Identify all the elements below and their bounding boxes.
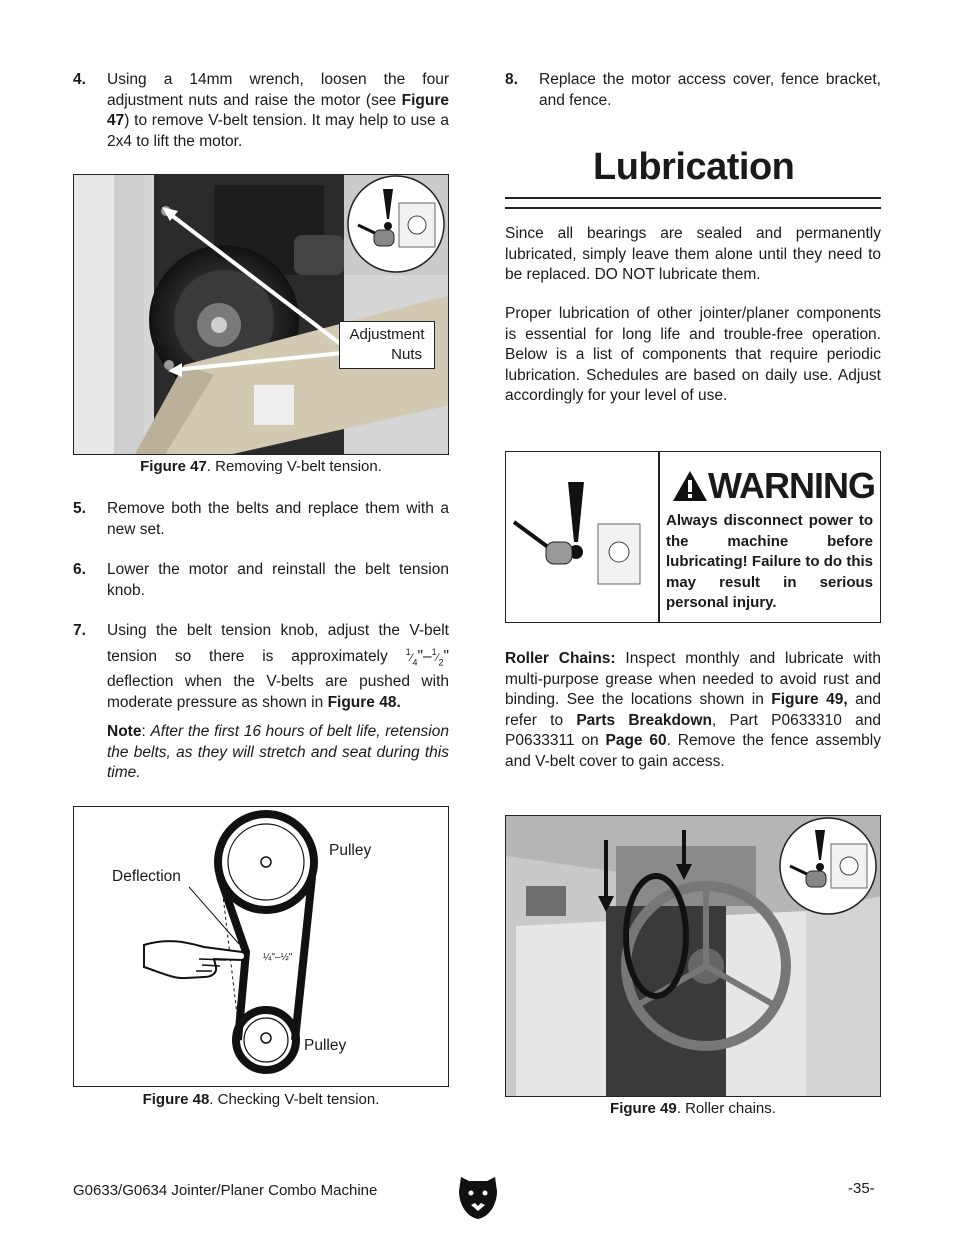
section-title: Lubrication — [593, 146, 795, 188]
roller-chain-photo — [506, 816, 881, 1097]
step-number: 8. — [505, 71, 518, 88]
figure-47 — [73, 174, 449, 455]
page-reference: Page 60 — [605, 732, 667, 749]
label-pulley-bottom: Pulley — [304, 1037, 347, 1054]
fraction-num: 1 — [431, 646, 437, 657]
step-text: ) to remove V-belt tension. It may help to use a 2x4 to lift the motor. — [107, 112, 449, 150]
label-deflection: Deflection — [112, 868, 181, 885]
figure-reference: Figure 47 — [107, 91, 449, 129]
warning-triangle-icon — [672, 470, 708, 502]
caption-label: Figure 48 — [142, 1091, 210, 1108]
figure-47-caption — [73, 458, 449, 475]
step-number: 4. — [73, 71, 86, 88]
step-4 — [73, 70, 449, 152]
figure-reference: Figure 49, — [771, 691, 848, 708]
figure-49-caption — [505, 1100, 881, 1117]
step-5 — [73, 499, 449, 540]
figure-49 — [505, 815, 881, 1097]
roller-text: Inspect monthly and lubricate with multi-purpose grease when needed to avoid rust and binding. See the locations shown in — [505, 650, 881, 708]
roller-text: and refer to — [505, 691, 882, 729]
footer-model: G0633/G0634 Jointer/Planer Combo Machine — [73, 1182, 378, 1199]
label-measurement: ¼"–½" — [263, 952, 293, 963]
step-number: 5. — [73, 500, 86, 517]
warning-heading — [672, 466, 875, 506]
step-text: Remove both the belts and replace them with a new set. — [107, 500, 449, 538]
caption-label: Figure 47 — [140, 458, 207, 475]
parts-reference: Parts Breakdown — [576, 711, 712, 729]
page-number: -35- — [848, 1180, 875, 1197]
warning-text: Always disconnect power to the machine before lubricating! Failure to do this may result in serious personal injury. — [666, 512, 873, 611]
paragraph-bearings: Since all bearings are sealed and permanently lubricated, simply leave them alone until they need to be replaced. DO NOT lubricate them. — [505, 225, 881, 283]
caption-label: Figure 49 — [610, 1100, 677, 1117]
belt-diagram — [74, 807, 449, 1087]
figure-48-caption — [73, 1091, 449, 1108]
warning-box — [505, 451, 881, 623]
label-pulley-top: Pulley — [329, 842, 372, 859]
step-text: Replace the motor access cover, fence bracket, and fence. — [539, 71, 881, 109]
note-text: After the first 16 hours of belt life, retension the belts, as they will stretch and seat during this time. — [107, 723, 449, 781]
step-text: Using a 14mm wrench, loosen the four adjustment nuts and raise the motor (see — [107, 71, 449, 109]
figure-48 — [73, 806, 449, 1087]
note — [107, 722, 449, 784]
step-number: 7. — [73, 622, 86, 639]
bear-logo-icon — [457, 1173, 499, 1221]
callout-adjustment-nuts — [339, 321, 435, 369]
fraction-num: 1 — [405, 646, 411, 657]
callout-line-2: Nuts — [391, 346, 422, 363]
title-rule — [505, 207, 881, 209]
fraction-dash: "– — [417, 647, 432, 665]
step-text: Using the belt tension knob, adjust the V-belt tension so there is approximately — [107, 622, 449, 665]
title-rule — [505, 197, 881, 199]
step-7: 7. Using the belt tension knob, adjust the V-belt tension so there is approximately $^1⁄_4"-^1⁄_2$" deflection when the V-belts are pushed with moderate pressure as shown in Figure 48. — [73, 622, 449, 711]
step-number: 6. — [73, 561, 86, 578]
step-6 — [73, 560, 449, 601]
roller-text: . Remove the fence assembly and V-belt cover to gain access. — [505, 732, 881, 770]
note-colon: : — [141, 723, 151, 740]
step-8 — [505, 70, 881, 111]
paragraph-lubrication: Proper lubrication of other jointer/planer components is essential for long life and trouble-free operation. Below is a list of components that require periodic lubrication. Schedules are based on daily use. Adjust accordingly for your level of use. — [505, 305, 881, 404]
roller-label: Roller Chains: — [505, 650, 616, 667]
caption-text: . Checking V-belt tension. — [209, 1091, 380, 1108]
fraction-den: 2 — [438, 656, 444, 667]
unplug-icon — [510, 472, 650, 602]
motor-photo — [74, 175, 449, 455]
paragraph-roller-chains — [505, 649, 881, 772]
fraction-den: 4 — [412, 656, 418, 667]
figure-reference: Figure 48. — [327, 693, 401, 711]
note-label: Note — [107, 723, 142, 740]
step-text: " deflection when the V-belts are pushed with moderate pressure as shown in — [107, 647, 449, 711]
caption-text: . Roller chains. — [676, 1100, 776, 1117]
roller-text: , Part P0633310 and P0633311 on — [505, 711, 881, 749]
warning-divider — [658, 452, 660, 622]
step-text: Lower the motor and reinstall the belt tension knob. — [107, 561, 449, 599]
warning-title: WARNING — [708, 465, 875, 506]
caption-text: . Removing V-belt tension. — [206, 458, 382, 475]
callout-line-1: Adjustment — [349, 326, 425, 343]
